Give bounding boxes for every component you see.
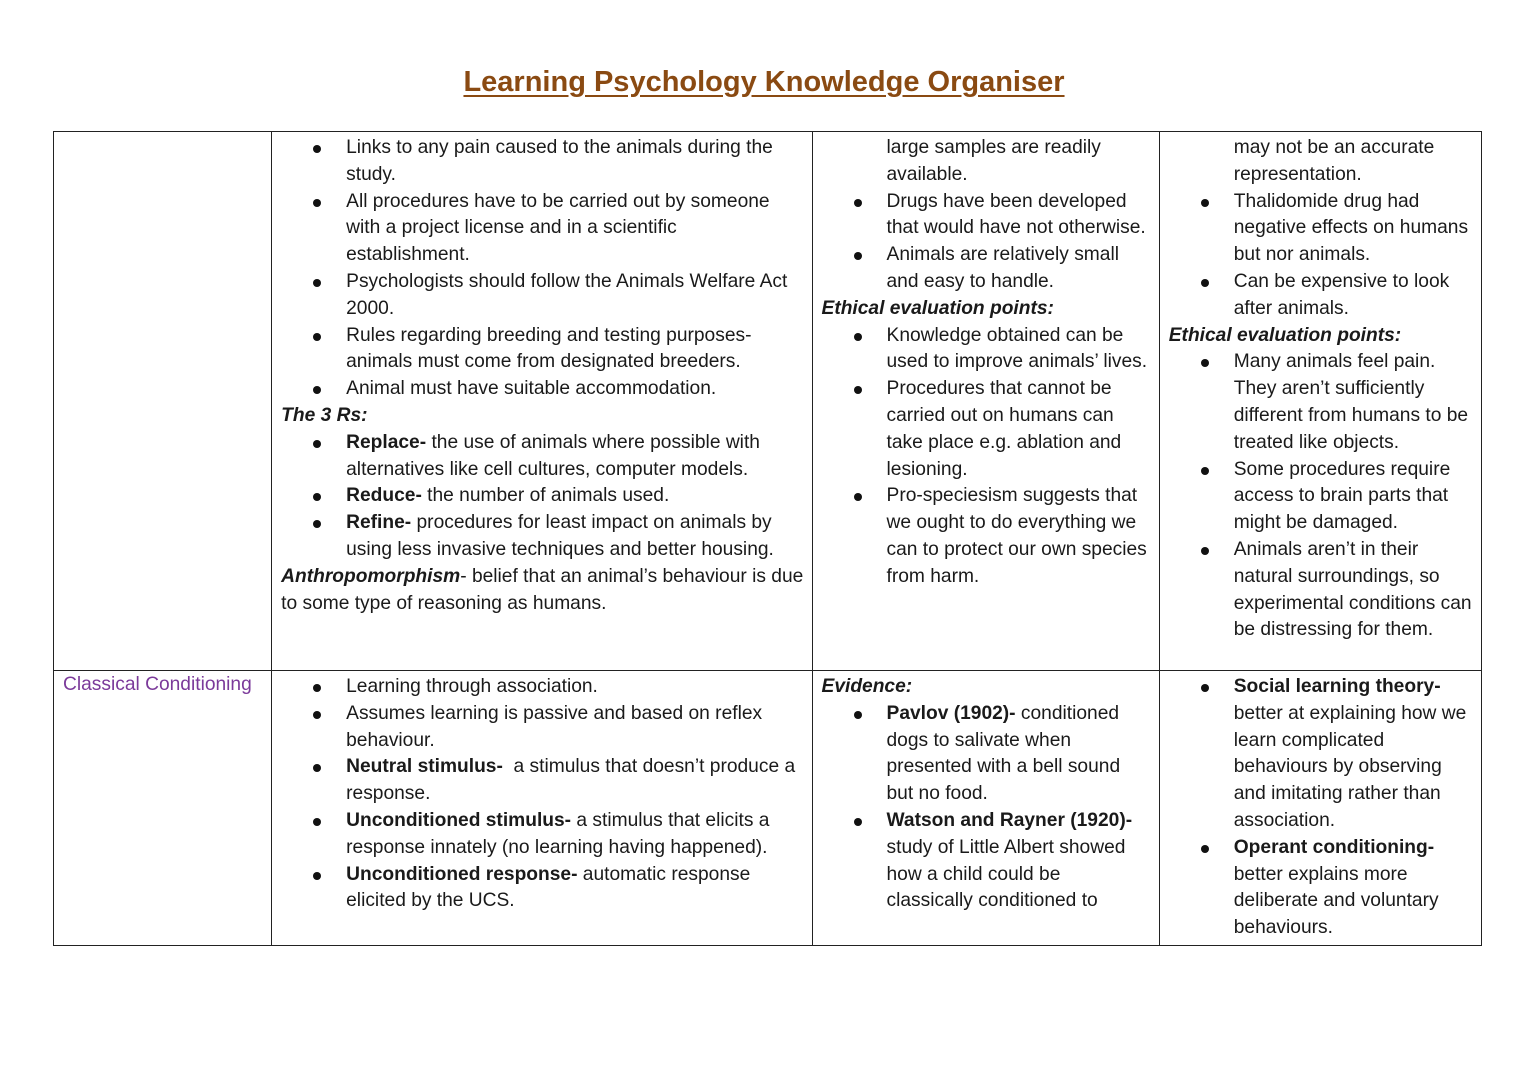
ethics-guidelines-list — [281, 135, 803, 403]
term: Unconditioned response- — [346, 863, 578, 885]
list-item: Pro-speciesism suggests that we ought to do everything we can to protect our own species from harm. — [822, 483, 1151, 590]
ethical-points-list — [822, 323, 1151, 591]
term: Social learning theory- — [1233, 676, 1441, 697]
list-item: Animals aren’t in their natural surroundings, so experimental conditions can be distressing for them. — [1169, 537, 1473, 644]
list-item: Assumes learning is passive and based on reflex behaviour. — [281, 701, 803, 755]
three-rs-heading: The 3 Rs: — [281, 404, 368, 426]
classical-conditioning-list — [281, 674, 803, 915]
list-item: Some procedures require access to brain parts that might be damaged. — [1169, 457, 1473, 537]
knowledge-organiser-table — [53, 131, 1482, 946]
topic-label: Classical Conditioning — [63, 674, 252, 695]
anthropomorphism-definition — [281, 564, 803, 618]
definition: better explains more deliberate and voluntary behaviours. — [1233, 863, 1439, 939]
definition: conditioned dogs to salivate when presented with a bell sound but no food. — [886, 702, 1121, 805]
definition: automatic response elicited by the UCS. — [346, 863, 751, 912]
ethical-points-list — [1169, 349, 1473, 644]
three-rs-list — [281, 430, 803, 564]
weaknesses-list — [1169, 135, 1473, 323]
list-item-continued: large samples are readily available. — [886, 137, 1101, 185]
ethical-heading: Ethical evaluation points: — [821, 297, 1054, 319]
term: Unconditioned stimulus- — [346, 809, 572, 831]
list-item-continued: may not be an accurate representation. — [1233, 137, 1435, 185]
list-item — [281, 754, 803, 808]
list-item — [281, 510, 803, 564]
evidence-cell — [812, 671, 1159, 946]
list-item: Links to any pain caused to the animals during the study. — [281, 135, 803, 189]
term: Reduce- — [346, 485, 422, 507]
list-item: Animal must have suitable accommodation. — [281, 376, 803, 403]
definition: study of Little Albert showed how a child could be classically conditioned to — [886, 836, 1126, 912]
topic-cell — [54, 671, 272, 946]
list-item — [281, 483, 803, 510]
description-cell — [272, 671, 812, 946]
list-item: Drugs have been developed that would have not otherwise. — [822, 189, 1151, 243]
list-item: Learning through association. — [281, 674, 803, 701]
definition: the number of animals used. — [421, 485, 670, 507]
evidence-heading: Evidence: — [821, 676, 913, 697]
term: Operant conditioning- — [1233, 836, 1435, 858]
list-item: Psychologists should follow the Animals Welfare Act 2000. — [281, 269, 803, 323]
list-item: Knowledge obtained can be used to improve animals’ lives. — [822, 323, 1151, 377]
table-row — [54, 132, 1482, 671]
definition: procedures for least impact on animals by using less invasive techniques and better housing. — [346, 512, 774, 560]
list-item — [1169, 674, 1473, 835]
list-item: Rules regarding breeding and testing purposes- animals must come from designated breeders. — [281, 323, 803, 377]
term: Watson and Rayner (1920)- — [886, 809, 1133, 831]
topic-cell — [54, 132, 272, 671]
definition: - belief that an animal’s behaviour is due to some type of reasoning as humans. — [281, 565, 804, 614]
term: Refine- — [346, 512, 412, 534]
list-item — [822, 701, 1151, 808]
term: Neutral stimulus- — [346, 756, 503, 778]
definition: the use of animals where possible with alternatives like cell cultures, computer models. — [346, 431, 760, 480]
weaknesses-cell — [1159, 132, 1481, 671]
list-item — [822, 808, 1151, 915]
definition: a stimulus that doesn’t produce a response. — [346, 756, 801, 805]
list-item: Animals are relatively small and easy to handle. — [822, 242, 1151, 296]
list-item: Many animals feel pain. They aren’t sufficiently different from humans to be treated like objects. — [1169, 349, 1473, 456]
list-item — [1169, 835, 1473, 942]
term: Anthropomorphism — [281, 565, 461, 587]
definition: a stimulus that elicits a response innately (no learning having happened). — [346, 809, 770, 858]
term: Pavlov (1902)- — [886, 702, 1016, 724]
alternative-theories-list — [1169, 674, 1473, 942]
table-row — [54, 671, 1482, 946]
topic-label — [54, 132, 271, 133]
evidence-list — [822, 701, 1151, 915]
list-item — [281, 808, 803, 862]
strengths-cell — [812, 132, 1159, 671]
list-item — [281, 430, 803, 484]
term: Replace- — [346, 431, 427, 453]
list-item: Can be expensive to look after animals. — [1169, 269, 1473, 323]
alternatives-cell — [1159, 671, 1481, 946]
list-item: Procedures that cannot be carried out on humans can take place e.g. ablation and lesioning. — [822, 376, 1151, 483]
list-item: Thalidomide drug had negative effects on humans but nor animals. — [1169, 189, 1473, 269]
definition: better at explaining how we learn complicated behaviours by observing and imitating rather than association. — [1233, 702, 1467, 831]
description-cell — [272, 132, 812, 671]
page-title: Learning Psychology Knowledge Organiser — [463, 66, 1065, 98]
strengths-list — [822, 135, 1151, 296]
list-item — [281, 862, 803, 916]
ethical-heading: Ethical evaluation points: — [1168, 324, 1402, 346]
list-item: All procedures have to be carried out by someone with a project license and in a scientific establishment. — [281, 189, 803, 269]
